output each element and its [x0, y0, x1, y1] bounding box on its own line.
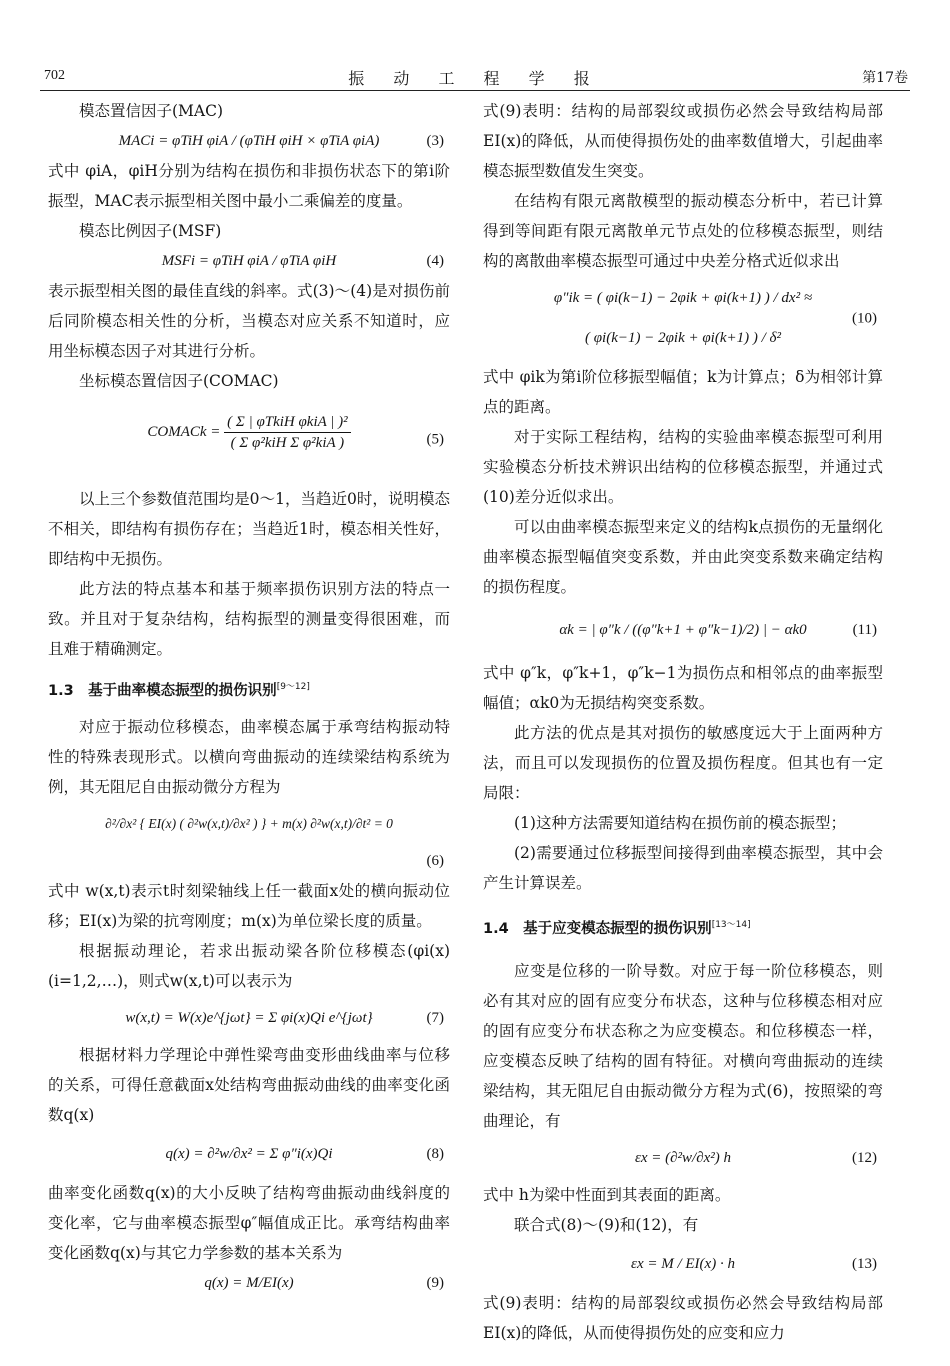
equation-10-number: (10) [852, 310, 877, 327]
section-1-4-heading [483, 910, 883, 944]
curvature-intro: 对应于振动位移模态，曲率模态属于承弯结构振动特性的特殊表现形式。以横向弯曲振动的连续梁结构系统为例，其无阻尼自由振动微分方程为 [48, 717, 450, 796]
equation-6-body: ∂²/∂x² { EI(x) ( ∂²w(x,t)/∂x² ) } + m(x) ∂²w(x,t)/∂t² = 0 [105, 815, 393, 831]
equation-6-number-row [48, 846, 450, 876]
equation-6 [48, 802, 450, 846]
section-1-3-ref: [9～12] [276, 682, 310, 692]
equation-8 [48, 1130, 450, 1178]
equation-9 [48, 1268, 450, 1298]
msf-label: 模态比例因子(MSF) [79, 222, 222, 240]
equation-5-lhs: COMACk = [147, 423, 221, 440]
equation-12-number: (12) [852, 1149, 877, 1166]
limitation-2: (2)需要通过位移振型间接得到曲率模态振型，其中会产生计算误差。 [483, 844, 883, 892]
experimental-paragraph: 对于实际工程结构，结构的实验曲率模态振型可利用实验模态分析技术辨识出结构的位移模态振型，并通过式(10)差分近似求出。 [483, 428, 883, 506]
equation-9-body: q(x) = M/EI(x) [204, 1274, 294, 1291]
vibration-theory-paragraph: 根据振动理论，若求出振动梁各阶位移模态(φi(x)(i=1,2,…)，则式w(x,t)可以表示为 [48, 941, 450, 990]
range-paragraph: 以上三个参数值范围均是0～1，当趋近0时，说明模态不相关，即结构有损伤存在；当趋近1时，模态相关性好，即结构中无损伤。 [48, 490, 450, 568]
equation-7-body: w(x,t) = W(x)e^{jωt} = Σ φi(x)Qi e^{jωt} [125, 1009, 373, 1026]
left-column [48, 96, 450, 1298]
equation-5 [48, 396, 450, 484]
equation-5-numerator: ( Σ | φTkiH φkiA | )² [224, 412, 350, 433]
section-1-3-title: 1.3 基于曲率模态振型的损伤识别 [48, 682, 277, 699]
equation-5-denominator: ( Σ φ²kiH Σ φ²kiA ) [230, 435, 345, 451]
equation-4-body: MSFi = φTiH φiA / φTiA φiH [161, 253, 337, 269]
material-mechanics-paragraph: 根据材料力学理论中弹性梁弯曲变形曲线曲率与位移的关系，可得任意截面x处结构弯曲振动曲线的曲率变化函数q(x) [48, 1045, 450, 1124]
equation-6-description: 式中 w(x,t)表示t时刻梁轴线上任一截面x处的横向振动位移；EI(x)为梁的抗弯刚度；m(x)为单位梁长度的质量。 [48, 881, 450, 930]
section-1-4-title: 1.4 基于应变模态振型的损伤识别 [483, 920, 712, 937]
equation-11 [483, 602, 883, 658]
equation-13-body: εx = M / EI(x) · h [631, 1255, 735, 1272]
equation-13 [483, 1240, 883, 1288]
equation-10-description: 式中 φik为第i阶位移振型幅值；k为计算点；δ为相邻计算点的距离。 [483, 368, 883, 416]
journal-title: 振 动 工 程 学 报 [348, 69, 602, 88]
volume-label: 第17卷 [862, 70, 908, 86]
comac-label: 坐标模态置信因子(COMAC) [79, 372, 279, 390]
equation-11-number: (11) [852, 622, 877, 638]
right-column [483, 96, 883, 1348]
equation-10 [483, 276, 883, 362]
mac-label: 模态置信因子(MAC) [79, 102, 224, 120]
advantage-paragraph: 此方法的优点是其对损伤的敏感度远大于上面两种方法，而且可以发现损伤的位置及损伤程度。但其也有一定局限： [483, 724, 883, 802]
mutation-coefficient-paragraph: 可以由曲率模态振型来定义的结构k点损伤的无量纲化曲率模态振型幅值突变系数，并由此突变系数来确定结构的损伤程度。 [483, 518, 883, 596]
section-1-3-heading [48, 672, 450, 706]
running-header [40, 62, 910, 91]
equation-6-number: (6) [426, 852, 444, 869]
msf-description: 表示振型相关图的最佳直线的斜率。式(3)～(4)是对损伤前后同阶模态相关性的分析，当模态对应关系不知道时，应用坐标模态因子对其进行分析。 [48, 282, 450, 360]
equation-8-number: (8) [426, 1145, 444, 1162]
equation-11-description: 式中 φ″k，φ″k+1，φ″k−1为损伤点和相邻点的曲率振型幅值；αk0为无损结构突变系数。 [483, 664, 883, 712]
equation-12-body: εx = (∂²w/∂x²) h [634, 1149, 732, 1166]
equation-7 [48, 996, 450, 1040]
equation-9-number: (9) [426, 1274, 444, 1291]
equation-10-line-2: ( φi(k−1) − 2φik + φi(k+1) ) / δ² [585, 330, 781, 346]
equation-13-description: 式(9)表明：结构的局部裂纹或损伤必然会导致结构局部EI(x)的降低，从而使得损伤处的应变和应力 [483, 1293, 883, 1342]
equation-3-number: (3) [426, 133, 444, 149]
combine-paragraph: 联合式(8)～(9)和(12)，有 [514, 1215, 699, 1234]
mac-description: 式中 φiA，φiH分别为结构在损伤和非损伤状态下的第i阶振型，MAC表示振型相关图中最小二乘偏差的度量。 [48, 162, 450, 210]
limitation-1: (1)这种方法需要知道结构在损伤前的模态振型； [514, 814, 846, 832]
equation-4 [48, 246, 450, 276]
equation-12-description: 式中 h为梁中性面到其表面的距离。 [483, 1185, 731, 1204]
equation-12 [483, 1136, 883, 1180]
equation-9-description: 式(9)表明：结构的局部裂纹或损伤必然会导致结构局部EI(x)的降低，从而使得损伤处的曲率数值增大，引起曲率模态振型数值发生突变。 [483, 102, 883, 180]
equation-13-number: (13) [852, 1255, 877, 1272]
page-number: 702 [44, 68, 65, 83]
equation-5-number: (5) [426, 431, 444, 448]
curvature-function-paragraph: 曲率变化函数q(x)的大小反映了结构弯曲振动曲线斜度的变化率，它与曲率模态振型φ″幅值成正比。承弯结构曲率变化函数q(x)与其它力学参数的基本关系为 [48, 1183, 450, 1262]
equation-7-number: (7) [426, 1009, 444, 1026]
equation-3-body: MACi = φTiH φiA / (φTiH φiH × φTiA φiA) [118, 133, 380, 149]
fem-paragraph: 在结构有限元离散模型的振动模态分析中，若已计算得到等间距有限元离散单元节点处的位移模态振型，则结构的离散曲率模态振型可通过中央差分格式近似求出 [483, 192, 883, 270]
equation-5-fraction [224, 412, 350, 453]
section-1-4-ref: [13～14] [711, 920, 751, 930]
equation-3 [48, 126, 450, 156]
strain-mode-paragraph: 应变是位移的一阶导数。对应于每一阶位移模态，则必有其对应的固有应变分布状态，这种与位移模态相对应的固有应变分布状态称之为应变模态。和位移模态一样，应变模态反映了结构的固有特征。对横向弯曲振动的连续梁结构，其无阻尼自由振动微分方程为式(6)，按照梁的弯曲理论，有 [483, 961, 883, 1130]
equation-4-number: (4) [426, 253, 444, 269]
equation-10-line-1: φ″ik = ( φi(k−1) − 2φik + φi(k+1) ) / dx² ≈ [553, 290, 813, 306]
equation-8-body: q(x) = ∂²w/∂x² = Σ φ″i(x)Qi [165, 1145, 333, 1162]
feature-paragraph: 此方法的特点基本和基于频率损伤识别方法的特点一致。并且对于复杂结构，结构振型的测量变得很困难，而且难于精确测定。 [48, 580, 450, 658]
equation-11-body: αk = | φ″k / ((φ″k+1 + φ″k−1)/2) | − αk0 [559, 622, 807, 638]
